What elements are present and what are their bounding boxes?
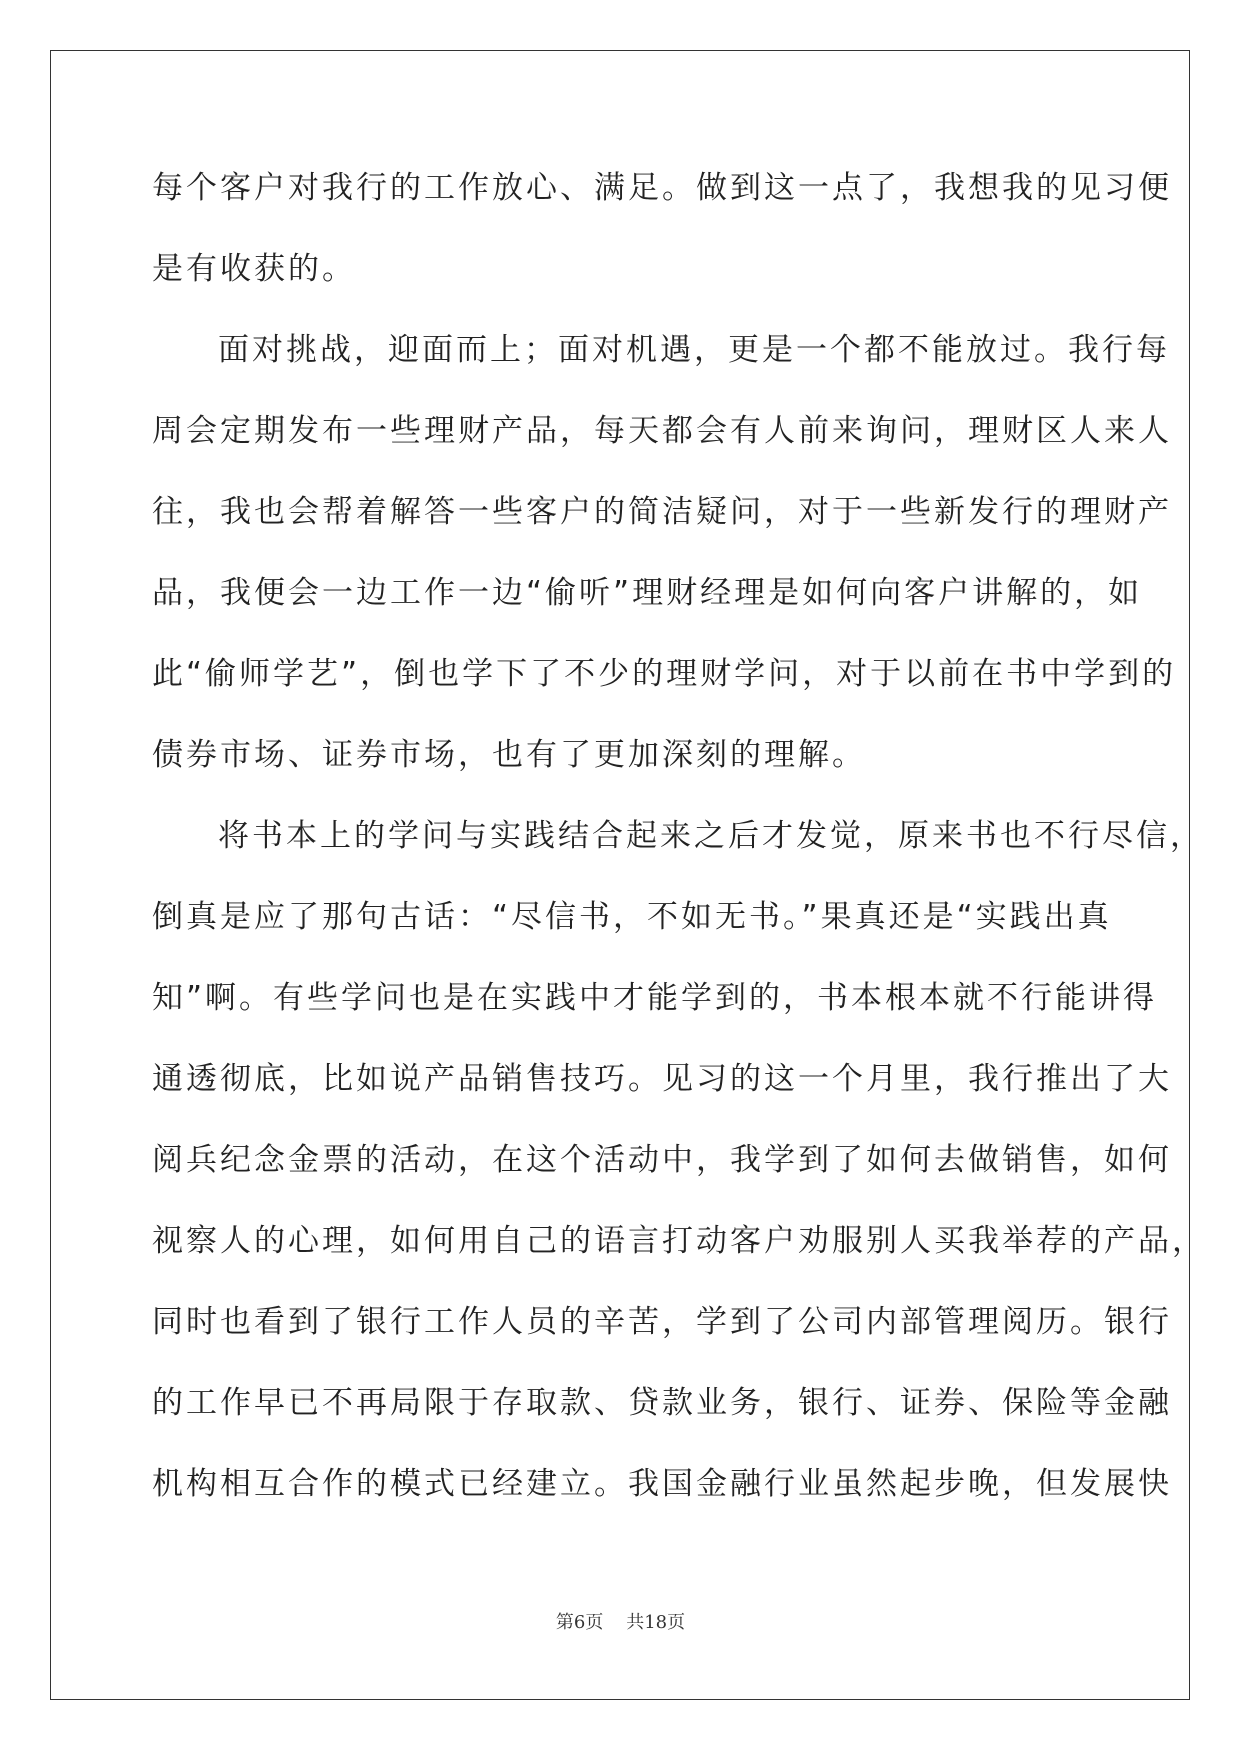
text-line: 是有收获的。: [152, 251, 356, 287]
text-line: 视察人的心理，如何用自己的语言打动客户劝服别人买我举荐的产品，: [152, 1223, 1206, 1259]
paragraph-start-line: 面对挑战，迎面而上；面对机遇，更是一个都不能放过。我行每: [218, 332, 1170, 368]
text-line: 每个客户对我行的工作放心、满足。做到这一点了，我想我的见习便: [152, 170, 1172, 206]
text-line: 通透彻底，比如说产品销售技巧。见习的这一个月里，我行推出了大: [152, 1061, 1172, 1097]
page-total: 共18页: [626, 1612, 686, 1633]
text-line: 债券市场、证券市场，也有了更加深刻的理解。: [152, 737, 866, 773]
text-line: 阅兵纪念金票的活动，在这个活动中，我学到了如何去做销售，如何: [152, 1142, 1172, 1178]
document-body: [152, 148, 1206, 1525]
text-line: 知”啊。有些学问也是在实践中才能学到的，书本根本就不行能讲得: [152, 980, 1158, 1016]
text-line: 品，我便会一边工作一边“偷听”理财经理是如何向客户讲解的，如: [152, 575, 1143, 611]
text-line: 机构相互合作的模式已经建立。我国金融行业虽然起步晚，但发展快: [152, 1466, 1172, 1502]
text-line: 此“偷师学艺”，倒也学下了不少的理财学问，对于以前在书中学到的: [152, 656, 1177, 692]
page-footer: [0, 1608, 1241, 1634]
text-line: 周会定期发布一些理财产品，每天都会有人前来询问，理财区人来人: [152, 413, 1172, 449]
text-line: 倒真是应了那句古话：“尽信书，不如无书。”果真还是“实践出真: [152, 899, 1112, 935]
page-number: 第6页: [555, 1612, 604, 1633]
paragraph-start-line: 将书本上的学问与实践结合起来之后才发觉，原来书也不行尽信，: [218, 818, 1204, 854]
text-line: 的工作早已不再局限于存取款、贷款业务，银行、证券、保险等金融: [152, 1385, 1172, 1421]
text-line: 往，我也会帮着解答一些客户的简洁疑问，对于一些新发行的理财产: [152, 494, 1172, 530]
text-line: 同时也看到了银行工作人员的辛苦，学到了公司内部管理阅历。银行: [152, 1304, 1172, 1340]
